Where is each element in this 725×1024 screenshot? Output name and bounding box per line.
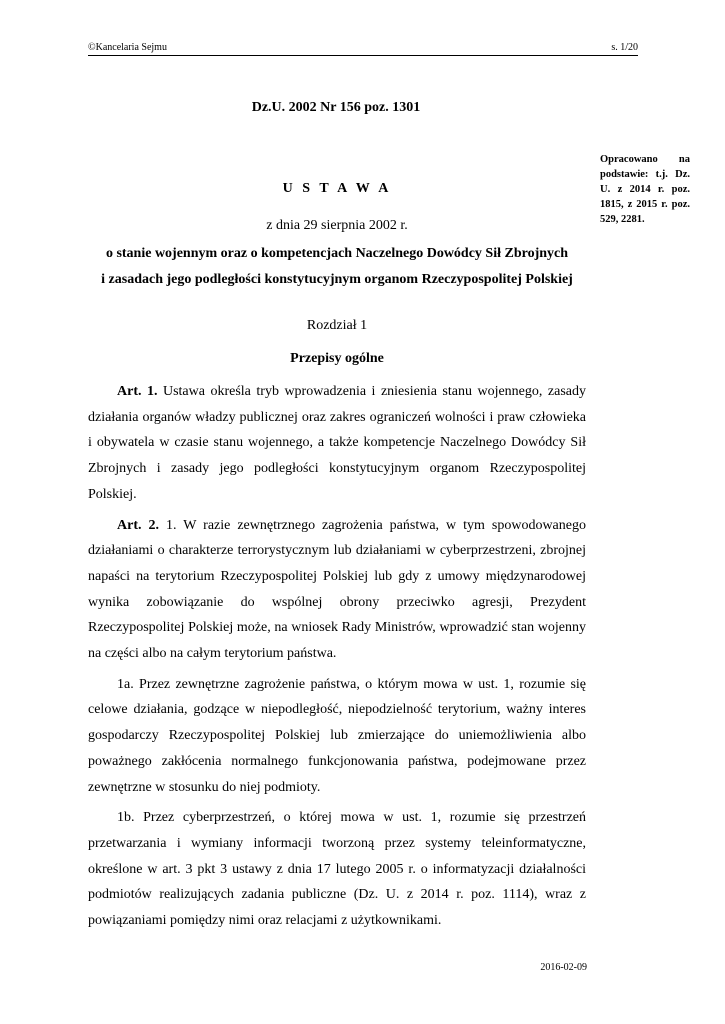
footer-date: 2016-02-09 — [540, 962, 587, 973]
document-type: U S T A W A — [282, 181, 392, 196]
source-note: Opracowano na podstawie: t.j. Dz. U. z 2014 r. poz. 1815, z 2015 r. poz. 529, 2281. — [600, 154, 690, 225]
header-publisher: ©Kancelaria Sejmu — [88, 42, 167, 53]
article-label: Art. 1. — [117, 384, 158, 399]
document-date: z dnia 29 sierpnia 2002 r. — [266, 218, 408, 233]
act-title-line-1: o stanie wojennym oraz o kompetencjach Naczelnego Dowódcy Sił Zbrojnych — [105, 246, 569, 261]
chapter-number: Rozdział 1 — [306, 318, 368, 333]
chapter-title: Przepisy ogólne — [290, 351, 384, 366]
article-2 — [88, 513, 586, 667]
article-text: 1b. Przez cyberprzestrzeń, o której mowa w ust. 1, rozumie się przestrzeń przetwarzania i wymiany informacji tworzoną przez systemy teleinformatyczne, określone w art. 3 pkt 3 ustawy z dnia 17 lutego 2005 r. o informatyzacji działalności podmiotów realizujących zadania publiczne (Dz. U. z 2014 r. poz. 1114), wraz z powiązaniami pomiędzy nimi oraz relacjami z użytkownikami. — [88, 810, 586, 929]
article-text: Ustawa określa tryb wprowadzenia i zniesienia stanu wojennego, zasady działania organów władzy publicznej oraz zakres ograniczeń wolności i praw człowieka i obywatela w czasie stanu wojennego, a także kompetencje Naczelnego Dowódcy Sił Zbrojnych i zasady jego podległości konstytucyjnym organom Rzeczypospolitej Polskiej. — [88, 384, 586, 502]
document-reference: Dz.U. 2002 Nr 156 poz. 1301 — [251, 100, 421, 115]
article-text: 1. W razie zewnętrznego zagrożenia państwa, w tym spowodowanego działaniami o charakterze terrorystycznym lub działaniami w cyberprzestrzeni, zbrojnej napaści na terytorium Rzeczypospolitej Polskiej lub gdy z umowy międzynarodowej wynika zobowiązanie do wspólnej obrony przeciwko agresji, Prezydent Rzeczypospolitej Polskiej może, na wniosek Rady Ministrów, wprowadzić stan wojenny na części albo na całym terytorium państwa. — [88, 517, 586, 662]
document-body — [88, 379, 586, 939]
page-number: s. 1/20 — [611, 42, 638, 53]
article-label: Art. 2. — [117, 517, 159, 533]
article-2-para-1a — [88, 672, 586, 801]
page-header — [88, 42, 638, 56]
article-text: 1a. Przez zewnętrzne zagrożenie państwa, o którym mowa w ust. 1, rozumie się celowe działania, godzące w niepodległość, niepodzielność terytorium, ważny interes gospodarczy Rzeczypospolitej Polskiej lub zmierzające do uniemożliwienia albo poważnego zakłócenia normalnego funkcjonowania państwa, podejmowane przez zewnętrzne w stosunku do niej podmioty. — [88, 676, 586, 795]
article-2-para-1b — [88, 805, 586, 934]
article-1 — [88, 379, 586, 508]
act-title-line-2: i zasadach jego podległości konstytucyjnym organom Rzeczypospolitej Polskiej — [101, 272, 573, 287]
